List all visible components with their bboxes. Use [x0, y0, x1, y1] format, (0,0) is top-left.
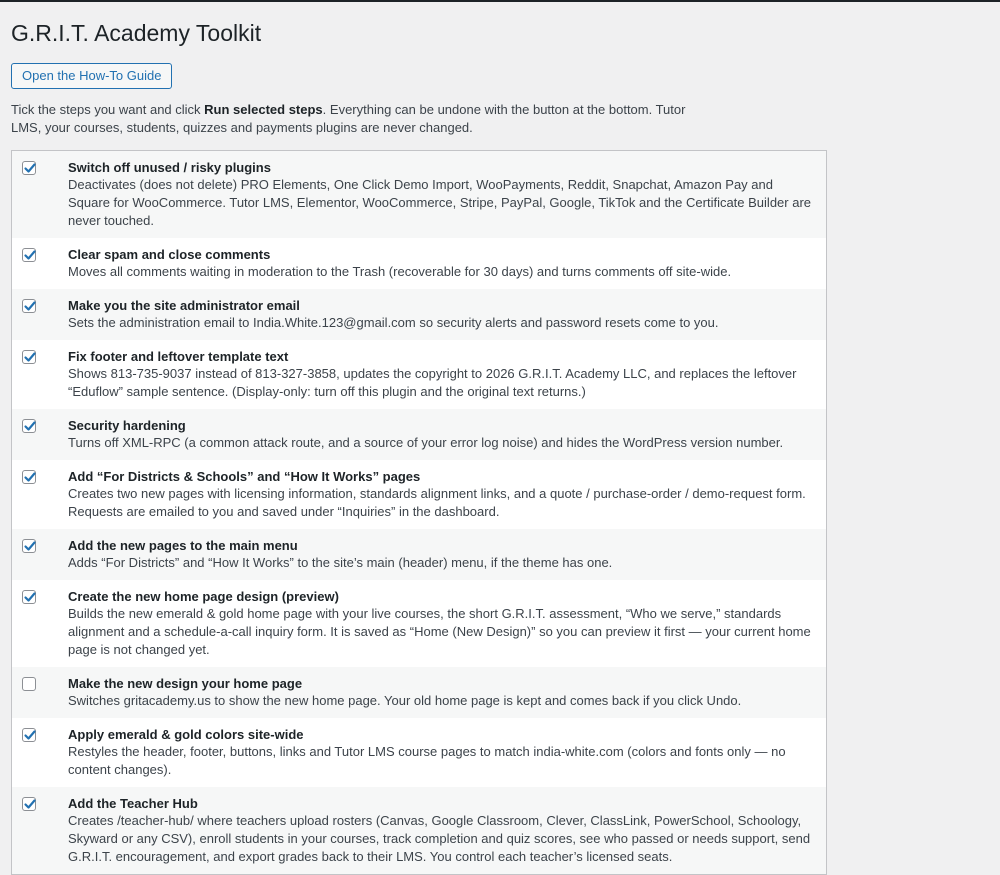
step-checkbox[interactable]: [22, 299, 36, 313]
step-description: Creates two new pages with licensing information, standards alignment links, and a quote / purchase-order / demo-request form. Requests are emailed to you and saved under “Inquiries” in the dashboard.: [68, 486, 806, 519]
step-checkbox[interactable]: [22, 419, 36, 433]
checkmark-icon: [22, 247, 38, 263]
step-row: [12, 460, 826, 529]
open-guide-button[interactable]: Open the How-To Guide: [11, 63, 172, 89]
step-checkbox[interactable]: [22, 161, 36, 175]
step-title: Clear spam and close comments: [68, 247, 271, 262]
step-title: Switch off unused / risky plugins: [68, 160, 271, 175]
step-checkbox[interactable]: [22, 590, 36, 604]
step-title: Make the new design your home page: [68, 676, 303, 691]
step-checkbox[interactable]: [22, 677, 36, 691]
step-checkbox[interactable]: [22, 728, 36, 742]
step-checkbox[interactable]: [22, 539, 36, 553]
step-description: Switches gritacademy.us to show the new home page. Your old home page is kept and comes back if you click Undo.: [68, 693, 742, 708]
checkmark-icon: [22, 538, 38, 554]
step-row: [12, 787, 826, 874]
step-title: Make you the site administrator email: [68, 298, 300, 313]
step-description: Shows 813-735-9037 instead of 813-327-3858, updates the copyright to 2026 G.R.I.T. Academy LLC, and replaces the leftover “Eduflow” sample sentence. (Display-only: turn off this plugin and the original text returns.): [68, 366, 797, 399]
step-title: Security hardening: [68, 418, 186, 433]
step-row: [12, 340, 826, 409]
step-description: Creates /teacher-hub/ where teachers upload rosters (Canvas, Google Classroom, Clever, ClassLink, PowerSchool, Schoology, Skyward or any CSV), enroll students in your courses, track completion and quiz scores, see who passed or needs support, send G.R.I.T. encouragement, and export grades back to their LMS. You control each teacher’s licensed seats.: [68, 813, 811, 864]
page-title: G.R.I.T. Academy Toolkit: [11, 20, 262, 46]
step-description: Moves all comments waiting in moderation to the Trash (recoverable for 30 days) and turns comments off site-wide.: [68, 264, 732, 279]
step-row: [12, 580, 826, 667]
checkmark-icon: [22, 160, 38, 176]
step-title: Add the new pages to the main menu: [68, 538, 298, 553]
step-row: [12, 238, 826, 289]
step-title: Add “For Districts & Schools” and “How It Works” pages: [68, 469, 421, 484]
checkmark-icon: [22, 418, 38, 434]
step-row: [12, 151, 826, 238]
step-description: Adds “For Districts” and “How It Works” to the site’s main (header) menu, if the theme has one.: [68, 555, 613, 570]
step-description: Turns off XML-RPC (a common attack route, and a source of your error log noise) and hides the WordPress version number.: [68, 435, 784, 450]
step-checkbox[interactable]: [22, 470, 36, 484]
step-title: Create the new home page design (preview): [68, 589, 339, 604]
step-row: [12, 289, 826, 340]
step-checkbox[interactable]: [22, 797, 36, 811]
step-description: Deactivates (does not delete) PRO Elements, One Click Demo Import, WooPayments, Reddit, Snapchat, Amazon Pay and Square for WooCommerce. Tutor LMS, Elementor, WooCommerce, Stripe, PayPal, Google, TikTok and the Certificate Builder are never touched.: [68, 177, 812, 228]
step-description: Builds the new emerald & gold home page with your live courses, the short G.R.I.T. assessment, “Who we serve,” standards alignment and a schedule-a-call inquiry form. It is saved as “Home (New Design)” so you can preview it first — your current home page is not changed yet.: [68, 606, 811, 657]
step-row: [12, 409, 826, 460]
intro-text-end: . Everything can be undone with the button at the bottom. Tutor LMS, your courses, students, quizzes and payments plugins are never changed.: [11, 102, 686, 135]
checkmark-icon: [22, 298, 38, 314]
step-checkbox[interactable]: [22, 350, 36, 364]
checkmark-icon: [22, 796, 38, 812]
intro-text-bold: Run selected steps: [204, 102, 323, 117]
step-row: [12, 667, 826, 718]
checkmark-icon: [22, 727, 38, 743]
step-row: [12, 529, 826, 580]
steps-list: [11, 150, 827, 875]
checkmark-icon: [22, 589, 38, 605]
intro-text-start: Tick the steps you want and click: [11, 102, 205, 117]
checkmark-icon: [22, 469, 38, 485]
step-checkbox[interactable]: [22, 248, 36, 262]
step-row: [12, 718, 826, 787]
step-description: Restyles the header, footer, buttons, links and Tutor LMS course pages to match india-white.com (colors and fonts only — no content changes).: [68, 744, 786, 777]
checkmark-icon: [22, 349, 38, 365]
step-title: Fix footer and leftover template text: [68, 349, 289, 364]
step-description: Sets the administration email to India.White.123@gmail.com so security alerts and password resets come to you.: [68, 315, 719, 330]
step-title: Add the Teacher Hub: [68, 796, 198, 811]
step-title: Apply emerald & gold colors site-wide: [68, 727, 304, 742]
intro-text: [11, 101, 711, 137]
